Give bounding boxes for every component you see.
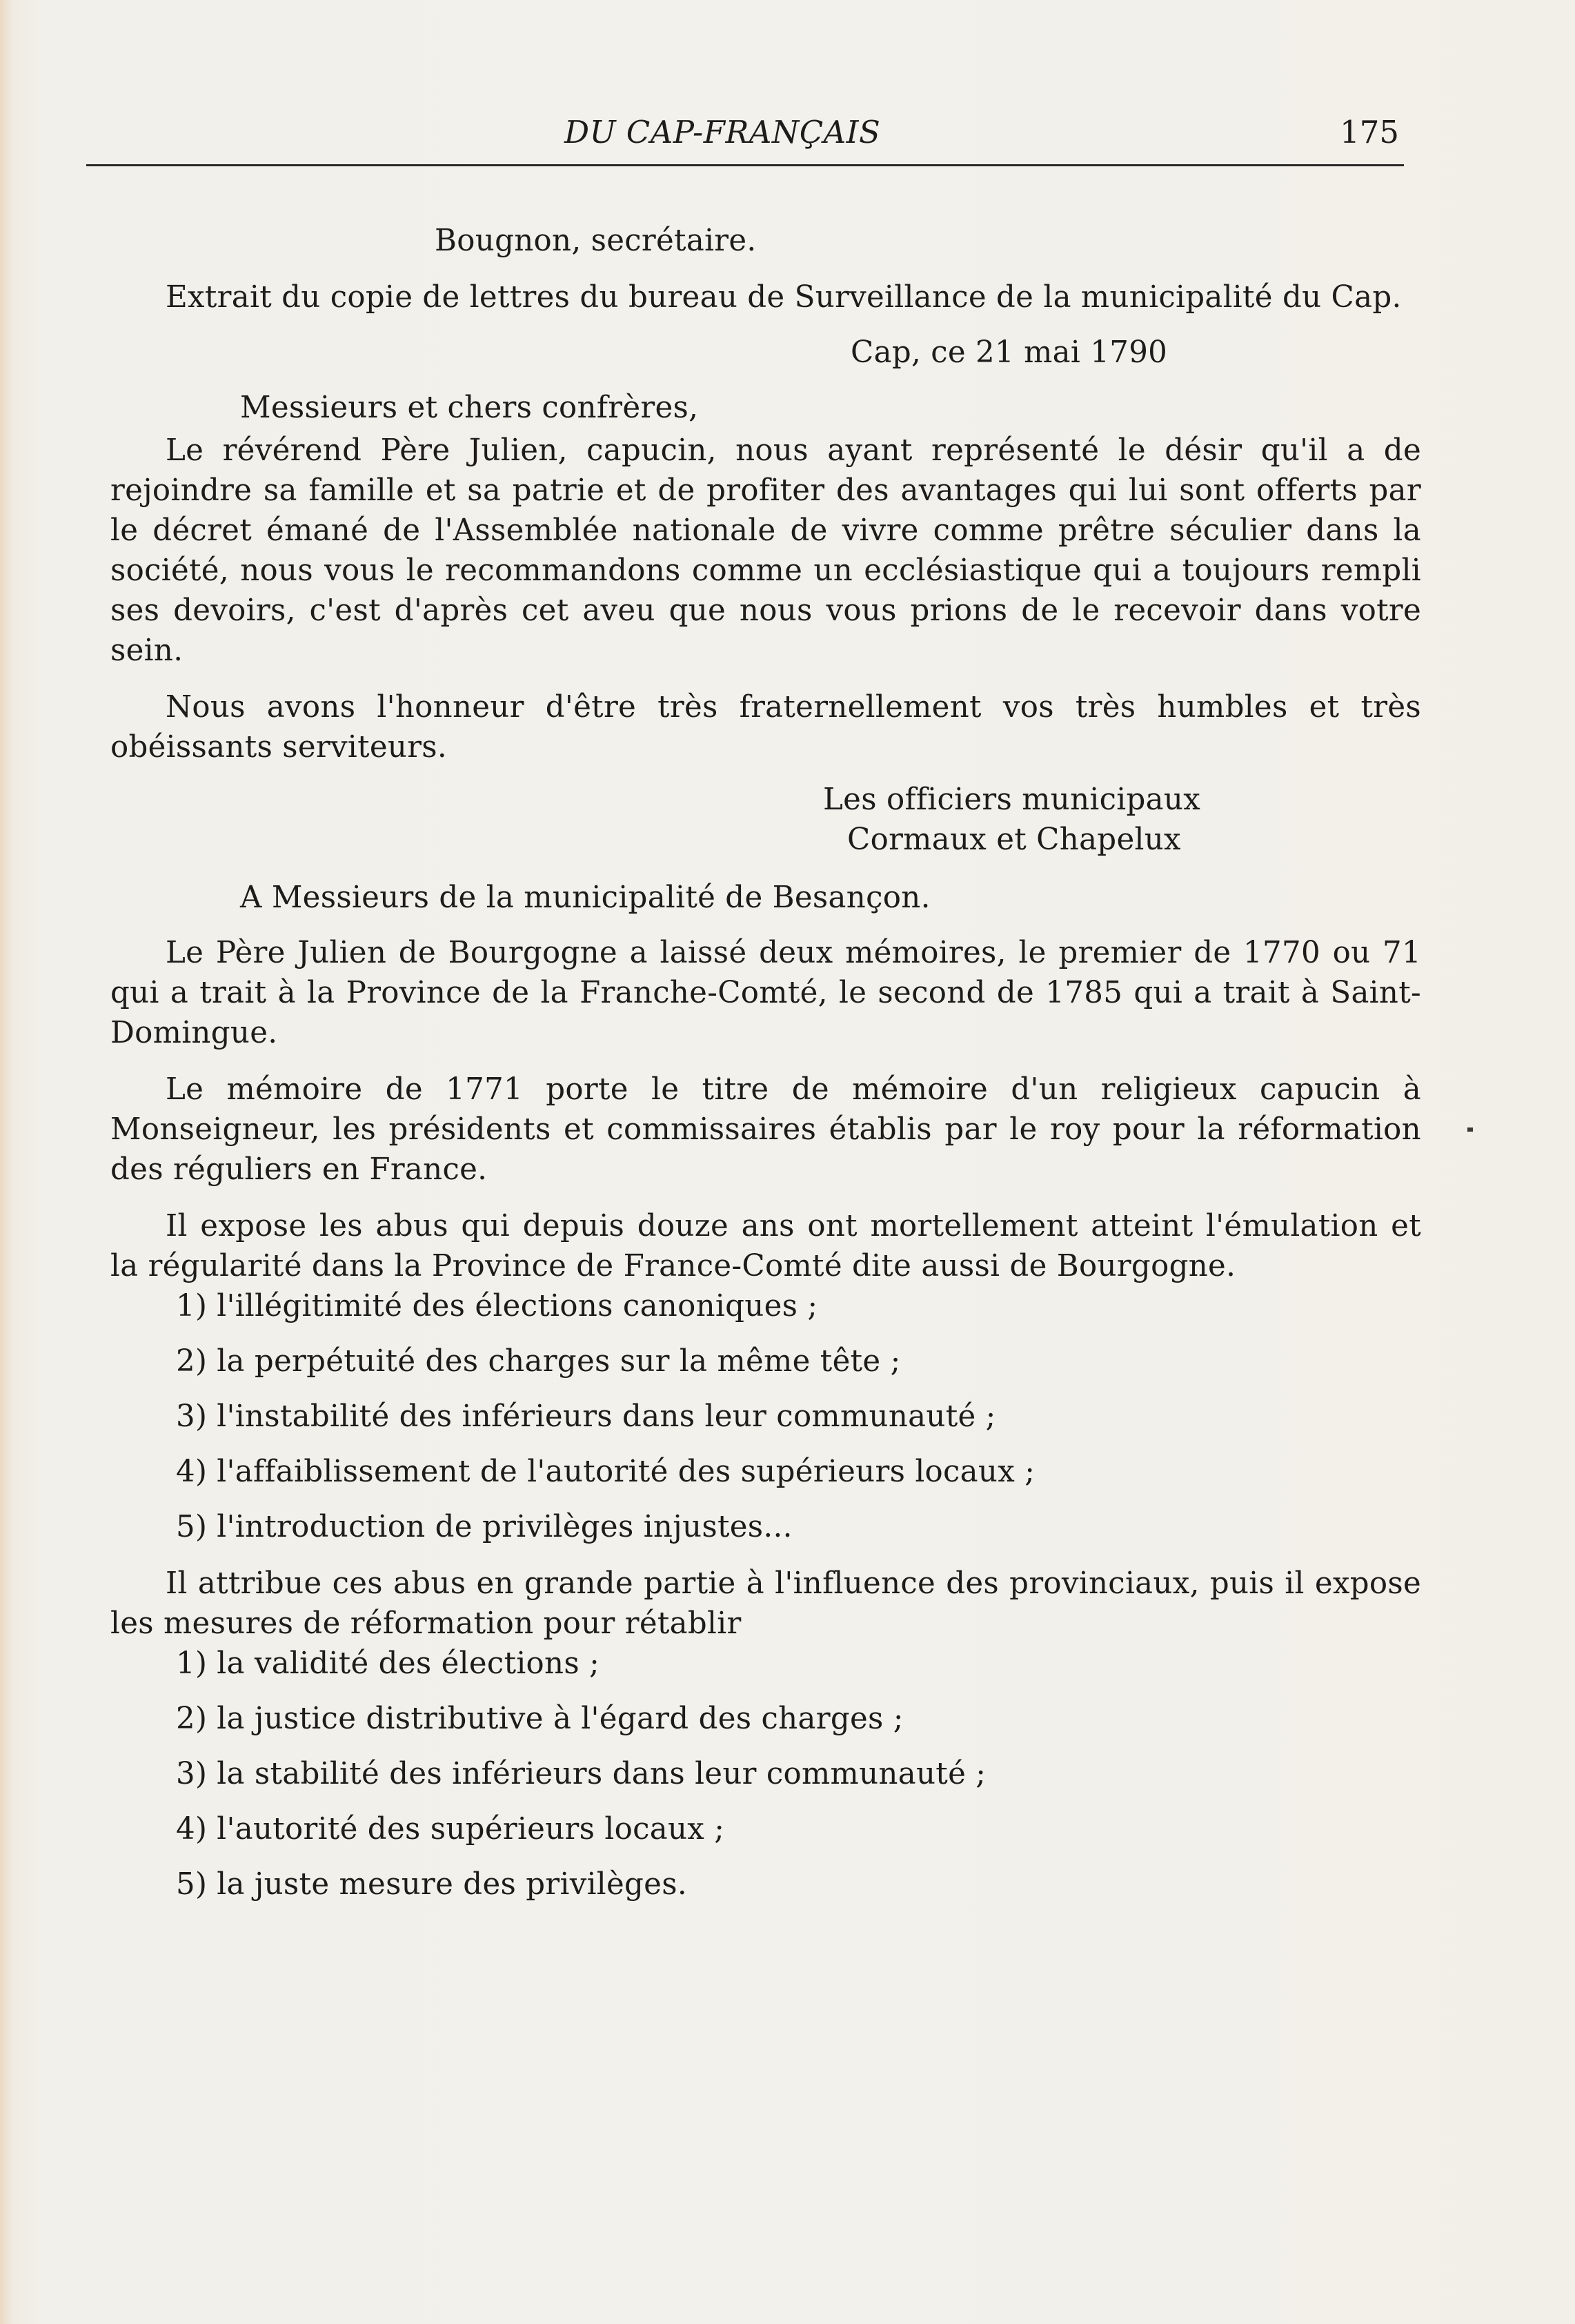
paragraph-memoires: Le Père Julien de Bourgogne a laissé deux mémoires, le premier de 1770 ou 71 qui a trait à la Province de la Franche-Comté, le second de 1785 qui a trait à Saint-Domingue.: [110, 936, 1421, 1050]
list-number: 4): [176, 1812, 208, 1847]
header-rule: [86, 164, 1404, 166]
margin-mark: [1467, 1127, 1473, 1132]
letter-salutation: Messieurs et chers confrères,: [240, 391, 699, 425]
list-text: la justice distributive à l'égard des charges ;: [217, 1702, 904, 1736]
list-number: 1): [176, 1646, 208, 1681]
list-number: 5): [176, 1867, 208, 1902]
letter-date: Cap, ce 21 mai 1790: [851, 335, 1168, 370]
letter-addressee: A Messieurs de la municipalité de Besançon.: [240, 880, 931, 915]
abuses-list: [110, 1286, 1421, 1547]
list-text: l'illégitimité des élections canoniques ;: [217, 1289, 818, 1323]
list-text: la perpétuité des charges sur la même tête ;: [217, 1344, 901, 1379]
running-title: DU CAP-FRANÇAIS: [564, 114, 881, 150]
page-body: [110, 221, 1421, 1904]
list-item: [110, 1644, 1421, 1684]
list-number: 3): [176, 1757, 208, 1791]
list-number: 5): [176, 1510, 208, 1544]
signature-officers: Les officiers municipaux: [823, 782, 1201, 817]
list-item: [110, 1341, 1421, 1381]
list-text: l'instabilité des inférieurs dans leur communauté ;: [217, 1399, 996, 1434]
list-number: 4): [176, 1455, 208, 1489]
page-number: 175: [1340, 114, 1399, 150]
list-item: [110, 1754, 1421, 1794]
list-item: [110, 1397, 1421, 1437]
list-text: l'autorité des supérieurs locaux ;: [217, 1812, 725, 1847]
list-item: [110, 1864, 1421, 1904]
paragraph-memoire-1771: Le mémoire de 1771 porte le titre de mémoire d'un religieux capucin à Monseigneur, les présidents et commissaires établis par le roy pour la réformation des réguliers en France.: [110, 1072, 1421, 1187]
paragraph-attribue: Il attribue ces abus en grande partie à l'influence des provinciaux, puis il expose les mesures de réformation pour rétablir: [110, 1566, 1421, 1641]
letter-closing: Nous avons l'honneur d'être très fraternellement vos très humbles et très obéissants serviteurs.: [110, 690, 1421, 765]
list-text: la juste mesure des privilèges.: [217, 1867, 687, 1902]
list-text: la validité des élections ;: [217, 1646, 600, 1681]
list-item: [110, 1286, 1421, 1326]
paragraph-abus: Il expose les abus qui depuis douze ans ont mortellement atteint l'émulation et la régularité dans la Province de France-Comté dite aussi de Bourgogne.: [110, 1209, 1421, 1283]
letter-body: Le révérend Père Julien, capucin, nous ayant représenté le désir qu'il a de rejoindre sa famille et sa patrie et de profiter des avantages qui lui sont offerts par le décret émané de l'Assemblée nationale de vivre comme prêtre séculier dans la société, nous vous le recommandons comme un ecclésiastique qui a toujours rempli ses devoirs, c'est d'après cet aveu que nous vous prions de le recevoir dans votre sein.: [110, 433, 1421, 668]
list-item: [110, 1452, 1421, 1492]
list-number: 1): [176, 1289, 208, 1323]
secretary-signature: Bougnon, secrétaire.: [435, 224, 757, 258]
list-item: [110, 1507, 1421, 1547]
extract-intro: Extrait du copie de lettres du bureau de Surveillance de la municipalité du Cap.: [166, 280, 1402, 315]
list-number: 2): [176, 1344, 208, 1379]
reforms-list: [110, 1644, 1421, 1904]
list-text: la stabilité des inférieurs dans leur communauté ;: [217, 1757, 987, 1791]
list-text: l'affaiblissement de l'autorité des supérieurs locaux ;: [217, 1455, 1036, 1489]
list-item: [110, 1699, 1421, 1739]
signature-names: Cormaux et Chapelux: [847, 823, 1181, 857]
list-number: 3): [176, 1399, 208, 1434]
running-head: [88, 114, 1399, 158]
list-text: l'introduction de privilèges injustes...: [217, 1510, 793, 1544]
list-item: [110, 1809, 1421, 1849]
list-number: 2): [176, 1702, 208, 1736]
